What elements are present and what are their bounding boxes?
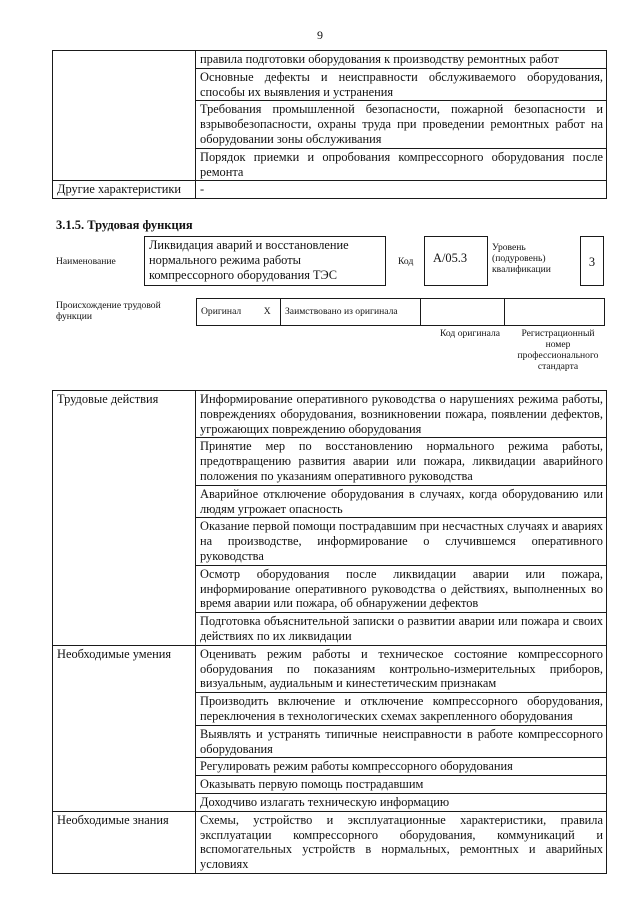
table-row (53, 51, 607, 69)
table-row (197, 299, 605, 326)
table-row (53, 181, 607, 199)
table-row (53, 645, 607, 692)
group-label: Необходимые умения (53, 645, 196, 811)
table-cell: Схемы, устройство и эксплуатационные характеристики, правила эксплуатации компрессорного оборудования, коммуникаций и вспомогательных устройств в нормальных, ремонтных и аварийных условиях (196, 811, 607, 873)
table-cell: Подготовка объяснительной записки о развитии аварии или пожара и своих действиях по их ликвидации (196, 613, 607, 646)
name-label: Наименование (56, 256, 116, 267)
table-cell: Выявлять и устранять типичные неисправности в работе компрессорного оборудования (196, 725, 607, 758)
origin-table (196, 298, 605, 326)
reg-number-label: Регистрационный номер профессионального стандарта (517, 328, 599, 372)
origin-code-cell (421, 299, 505, 326)
table-cell: - (196, 181, 607, 199)
original-mark: X (255, 299, 281, 326)
code-label: Код (398, 256, 414, 267)
original-label: Оригинал (197, 299, 255, 326)
main-table (52, 390, 607, 874)
name-value: Ликвидация аварий и восстановление нормального режима работы компрессорного оборудования ТЭС (144, 236, 386, 286)
level-value: 3 (580, 236, 604, 286)
table-cell: правила подготовки оборудования к производству ремонтных работ (196, 51, 607, 69)
table-cell: Оказание первой помощи пострадавшим при несчастных случаях и авариях на производстве, информирование о случившемся оперативного руководства (196, 518, 607, 565)
section-title: 3.1.5. Трудовая функция (56, 218, 193, 232)
group-label: Трудовые действия (53, 391, 196, 646)
table-row (53, 391, 607, 438)
table-cell: Осмотр оборудования после ликвидации аварии или пожара, информирование оперативного руководства о действиях, выполненных во время аварии или пожара, об обнаружении дефектов (196, 565, 607, 612)
table-cell: Доходчиво излагать техническую информацию (196, 793, 607, 811)
table-cell: Основные дефекты и неисправности обслуживаемого оборудования, способы их выявления и устранения (196, 68, 607, 101)
row-label: Другие характеристики (53, 181, 196, 199)
origin-code-label: Код оригинала (439, 328, 501, 339)
table-cell: Аварийное отключение оборудования в случаях, когда оборудованию или людям угрожает опасность (196, 485, 607, 518)
table-cell: Информирование оперативного руководства о нарушениях режима работы, повреждениях оборудования, возникновении пожара, появлении дефектов, угрожающих повреждению оборудования (196, 391, 607, 438)
reg-number-cell (505, 299, 605, 326)
table-cell: Регулировать режим работы компрессорного оборудования (196, 758, 607, 776)
table-cell: Оценивать режим работы и техническое состояние компрессорного оборудования по показаниям контрольно-измерительных приборов, визуальным, аудиальным и кинестетическим признакам (196, 645, 607, 692)
table-row (53, 811, 607, 873)
table-cell: Требования промышленной безопасности, пожарной безопасности и взрывобезопасности, охраны труда при проведении ремонтных работ на оборудовании зоны обслуживания (196, 101, 607, 148)
group-label: Необходимые знания (53, 811, 196, 873)
table-cell: Принятие мер по восстановлению нормального режима работы, предотвращению развития аварии или пожара, ликвидации аварийного положения по указаниям оперативного руководства (196, 438, 607, 485)
top-table (52, 50, 607, 199)
code-value: A/05.3 (424, 236, 488, 286)
row-label (53, 51, 196, 181)
level-label: Уровень (подуровень) квалификации (492, 242, 551, 275)
table-cell: Оказывать первую помощь пострадавшим (196, 776, 607, 794)
borrowed-label: Заимствовано из оригинала (281, 299, 421, 326)
page-number: 9 (317, 28, 323, 42)
table-cell: Производить включение и отключение компрессорного оборудования, переключения в технологических схемах закрепленного оборудования (196, 693, 607, 726)
table-cell: Порядок приемки и опробования компрессорного оборудования после ремонта (196, 148, 607, 181)
origin-label: Происхождение трудовой функции (56, 300, 161, 322)
